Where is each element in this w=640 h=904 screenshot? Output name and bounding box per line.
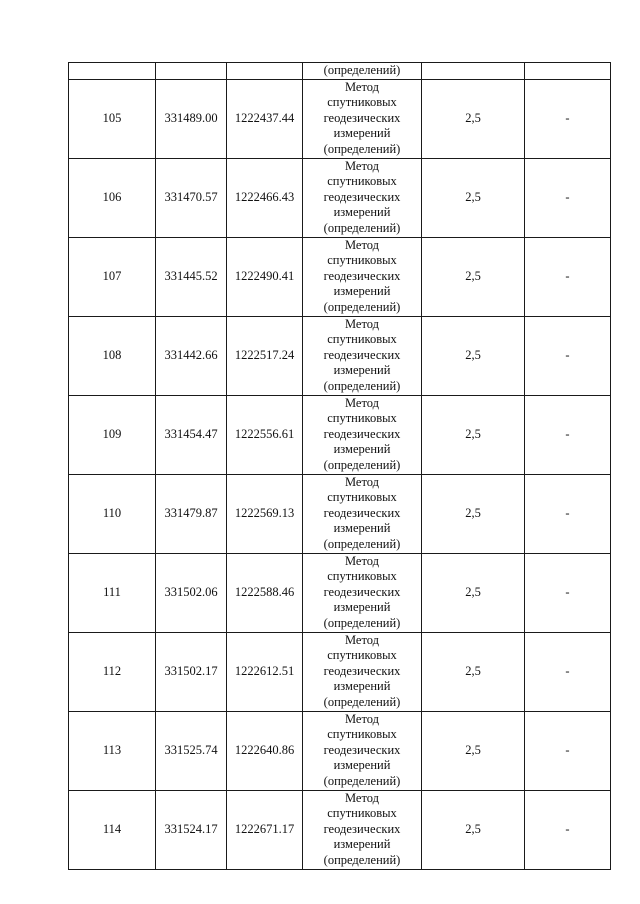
method-line: измерений <box>333 679 391 694</box>
cell-note: - <box>525 158 611 237</box>
method-line: геодезических <box>323 110 401 125</box>
cell-note <box>525 63 611 80</box>
cell-method <box>303 790 422 869</box>
method-line: Метод <box>344 790 380 805</box>
method-line: Метод <box>344 316 380 331</box>
cell-number: 108 <box>69 316 156 395</box>
cell-number: 110 <box>69 474 156 553</box>
cell-note: - <box>525 316 611 395</box>
cell-y: 1222490.41 <box>227 237 303 316</box>
table-row <box>69 79 611 158</box>
method-line: спутниковых <box>327 648 397 663</box>
method-line: спутниковых <box>327 332 397 347</box>
cell-y: 1222556.61 <box>227 395 303 474</box>
table-row <box>69 316 611 395</box>
cell-accuracy: 2,5 <box>422 474 525 553</box>
method-line: геодезических <box>323 505 401 520</box>
cell-number: 113 <box>69 711 156 790</box>
method-line: спутниковых <box>327 806 397 821</box>
cell-accuracy: 2,5 <box>422 553 525 632</box>
cell-note: - <box>525 553 611 632</box>
method-line: Метод <box>344 79 380 94</box>
cell-accuracy: 2,5 <box>422 395 525 474</box>
method-line: (определений) <box>323 773 401 788</box>
cell-x: 331502.17 <box>156 632 227 711</box>
method-line: спутниковых <box>327 174 397 189</box>
cell-x: 331445.52 <box>156 237 227 316</box>
cell-x: 331454.47 <box>156 395 227 474</box>
cell-y: 1222671.17 <box>227 790 303 869</box>
cell-x: 331502.06 <box>156 553 227 632</box>
method-line: спутниковых <box>327 490 397 505</box>
method-line: (определений) <box>323 220 401 235</box>
method-line: Метод <box>344 395 380 410</box>
method-line: спутниковых <box>327 569 397 584</box>
table-row <box>69 711 611 790</box>
cell-number: 106 <box>69 158 156 237</box>
method-line: Метод <box>344 711 380 726</box>
cell-accuracy: 2,5 <box>422 316 525 395</box>
coordinates-table-body <box>69 63 611 870</box>
cell-y: 1222640.86 <box>227 711 303 790</box>
cell-y <box>227 63 303 80</box>
method-line: Метод <box>344 237 380 252</box>
cell-method <box>303 395 422 474</box>
method-line: (определений) <box>323 299 401 314</box>
cell-note: - <box>525 790 611 869</box>
method-line: измерений <box>333 442 391 457</box>
method-line: (определений) <box>323 378 401 393</box>
cell-number: 111 <box>69 553 156 632</box>
cell-y: 1222569.13 <box>227 474 303 553</box>
cell-method <box>303 316 422 395</box>
cell-accuracy <box>422 63 525 80</box>
cell-method <box>303 553 422 632</box>
method-line: спутниковых <box>327 95 397 110</box>
method-line: геодезических <box>323 663 401 678</box>
cell-note: - <box>525 474 611 553</box>
cell-method <box>303 237 422 316</box>
method-line: измерений <box>333 126 391 141</box>
method-line: (определений) <box>323 141 401 156</box>
cell-note: - <box>525 237 611 316</box>
method-line: (определений) <box>323 852 401 867</box>
cell-method <box>303 474 422 553</box>
method-line: измерений <box>333 521 391 536</box>
cell-note: - <box>525 79 611 158</box>
method-line: Метод <box>344 158 380 173</box>
method-line: (определений) <box>323 536 401 551</box>
cell-accuracy: 2,5 <box>422 711 525 790</box>
table-row <box>69 158 611 237</box>
cell-x: 331524.17 <box>156 790 227 869</box>
cell-number: 112 <box>69 632 156 711</box>
cell-x: 331470.57 <box>156 158 227 237</box>
cell-method <box>303 632 422 711</box>
method-line: геодезических <box>323 189 401 204</box>
cell-note: - <box>525 711 611 790</box>
cell-x: 331442.66 <box>156 316 227 395</box>
cell-x: 331525.74 <box>156 711 227 790</box>
cell-number <box>69 63 156 80</box>
cell-y: 1222517.24 <box>227 316 303 395</box>
method-line: Метод <box>344 474 380 489</box>
cell-y: 1222466.43 <box>227 158 303 237</box>
table-row <box>69 553 611 632</box>
cell-accuracy: 2,5 <box>422 158 525 237</box>
cell-accuracy: 2,5 <box>422 632 525 711</box>
method-line: геодезических <box>323 426 401 441</box>
table-row-continued <box>69 63 611 80</box>
table-row <box>69 237 611 316</box>
cell-x: 331479.87 <box>156 474 227 553</box>
cell-note: - <box>525 395 611 474</box>
method-line: измерений <box>333 205 391 220</box>
method-line: геодезических <box>323 821 401 836</box>
table-row <box>69 790 611 869</box>
method-line: геодезических <box>323 347 401 362</box>
cell-number: 105 <box>69 79 156 158</box>
cell-number: 109 <box>69 395 156 474</box>
cell-note: - <box>525 632 611 711</box>
method-line: измерений <box>333 758 391 773</box>
method-line: спутниковых <box>327 411 397 426</box>
cell-y: 1222588.46 <box>227 553 303 632</box>
cell-accuracy: 2,5 <box>422 237 525 316</box>
cell-x: 331489.00 <box>156 79 227 158</box>
cell-accuracy: 2,5 <box>422 790 525 869</box>
method-line: спутниковых <box>327 727 397 742</box>
method-line: (определений) <box>323 615 401 630</box>
cell-y: 1222437.44 <box>227 79 303 158</box>
table-row <box>69 395 611 474</box>
method-line: спутниковых <box>327 253 397 268</box>
table-row <box>69 632 611 711</box>
method-line: Метод <box>344 632 380 647</box>
cell-method <box>303 711 422 790</box>
method-line: измерений <box>333 837 391 852</box>
method-line: геодезических <box>323 584 401 599</box>
cell-method: (определений) <box>303 63 422 80</box>
method-line: измерений <box>333 363 391 378</box>
method-line: (определений) <box>323 694 401 709</box>
method-line: (определений) <box>323 457 401 472</box>
cell-accuracy: 2,5 <box>422 79 525 158</box>
cell-method <box>303 79 422 158</box>
cell-y: 1222612.51 <box>227 632 303 711</box>
cell-number: 107 <box>69 237 156 316</box>
cell-x <box>156 63 227 80</box>
table-row <box>69 474 611 553</box>
method-line: измерений <box>333 284 391 299</box>
coordinates-table <box>68 62 611 870</box>
method-line: геодезических <box>323 268 401 283</box>
method-line: измерений <box>333 600 391 615</box>
cell-number: 114 <box>69 790 156 869</box>
cell-method <box>303 158 422 237</box>
method-line: геодезических <box>323 742 401 757</box>
method-line: Метод <box>344 553 380 568</box>
